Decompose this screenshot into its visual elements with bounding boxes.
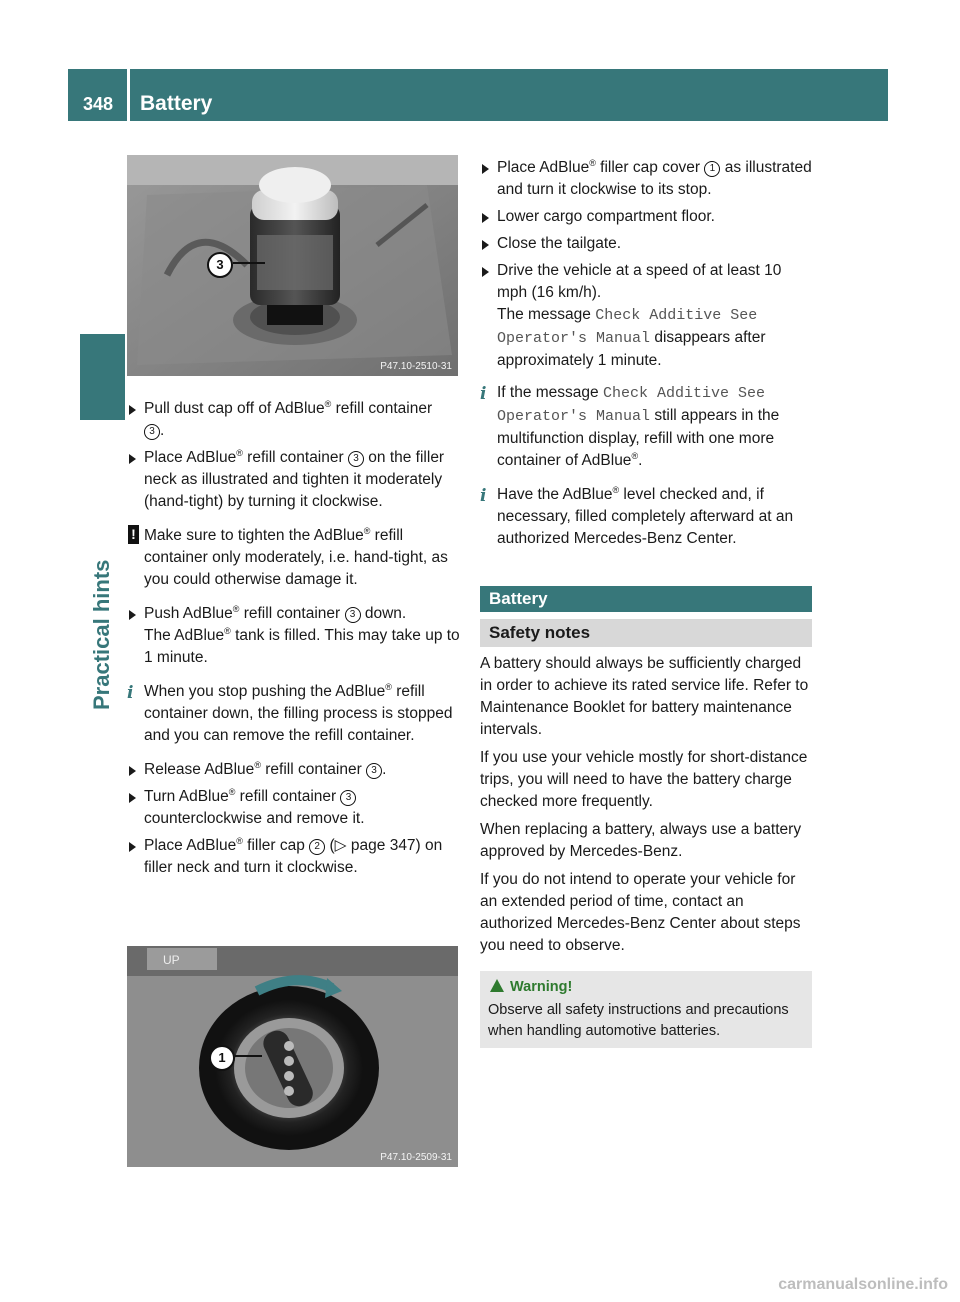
step-turn-container: Turn AdBlue® refill container 3 counterclockwise and remove it. (127, 786, 460, 830)
step-arrow-icon (482, 213, 489, 223)
info-icon: i (127, 683, 134, 703)
step-place-container: Place AdBlue® refill container 3 on the filler neck as illustrated and tighten it moderately (hand-tight) by turning it clockwise. (127, 447, 460, 513)
header-divider (127, 69, 130, 121)
right-column (480, 157, 812, 1048)
page-ref-link[interactable]: page 347) on filler neck and turn it clockwise. (144, 837, 443, 876)
photo-illustration (127, 155, 458, 376)
left-column (127, 398, 460, 884)
paragraph: When replacing a battery, always use a battery approved by Mercedes-Benz. (480, 821, 802, 860)
warning-title: Warning! (488, 977, 804, 998)
info-icon: i (480, 486, 487, 506)
step-arrow-icon (129, 610, 136, 620)
watermark: carmanualsonline.info (778, 1276, 948, 1293)
warning-triangle-icon (490, 979, 504, 992)
callout-ref: 3 (144, 424, 160, 440)
step-arrow-icon (482, 267, 489, 277)
step-lower-floor: Lower cargo compartment floor. (480, 206, 812, 228)
step-arrow-icon (129, 842, 136, 852)
step-arrow-icon (129, 454, 136, 464)
warning-box (480, 971, 812, 1048)
info-icon: i (480, 384, 487, 404)
photo-adblue-refill-container (127, 155, 458, 376)
step-push-container: Push AdBlue® refill container 3 down. The AdBlue® tank is filled. This may take up to 1 minute. (127, 603, 460, 669)
step-release-container: Release AdBlue® refill container 3 . (127, 759, 460, 781)
subsection-heading-safety-notes: Safety notes (480, 619, 812, 647)
step-place-filler-cap: Place AdBlue® filler cap 2 (▷ page 347) on filler neck and turn it clockwise. (127, 835, 460, 879)
photo-illustration (127, 946, 458, 1167)
info-note: i When you stop pushing the AdBlue® refill container down, the filling process is stopped and you can remove the refill container. (127, 681, 453, 744)
step-place-cap-cover: Place AdBlue® filler cap cover 1 as illustrated and turn it clockwise to its stop. (480, 157, 812, 201)
paragraph: If you do not intend to operate your vehicle for an extended period of time, contact an authorized Mercedes-Benz Center about steps you need to observe. (480, 871, 801, 954)
callout-3: 3 (207, 252, 233, 278)
sidebar-section-label: Practical hints (89, 559, 114, 710)
step-arrow-icon (482, 240, 489, 250)
figure-code: P47.10-2510-31 (380, 361, 452, 372)
caution-icon: ! (128, 525, 139, 544)
warning-text: Observe all safety instructions and precautions when handling automotive batteries. (488, 1002, 789, 1039)
step-arrow-icon (129, 793, 136, 803)
display-message: Check Additive See Operator's Manual (497, 385, 766, 425)
paragraph: A battery should always be sufficiently charged in order to achieve its rated service life. Refer to Maintenance Booklet for battery maintenance intervals. (480, 655, 809, 738)
step-drive-vehicle: Drive the vehicle at a speed of at least 10 mph (16 km/h). The message Check Additive See Operator's Manual disappears after approximately 1 minute. (480, 260, 812, 372)
step-arrow-icon (482, 164, 489, 174)
step-arrow-icon (129, 405, 136, 415)
step-close-tailgate: Close the tailgate. (480, 233, 812, 255)
page-ref-icon: ▷ (334, 837, 347, 854)
caution-note: ! Make sure to tighten the AdBlue® refill container only moderately, i.e. hand-tight, as you could otherwise damage it. (127, 525, 460, 591)
sidebar-tab-marker (80, 334, 125, 420)
step-arrow-icon (129, 766, 136, 776)
paragraph: If you use your vehicle mostly for short-distance trips, you will need to have the battery charge checked more frequently. (480, 749, 808, 810)
photo-adblue-filler-cap (127, 946, 458, 1167)
step-pull-dust-cap: Pull dust cap off of AdBlue® refill container 3 . (127, 398, 460, 442)
section-heading-battery: Battery (480, 586, 812, 612)
figure-code: P47.10-2509-31 (380, 1152, 452, 1163)
display-message: Check Additive See Operator's Manual (497, 307, 758, 347)
info-note: i If the message Check Additive See Operator's Manual still appears in the multifunction display, refill with one more container of AdBlue®. (480, 384, 780, 469)
callout-1: 1 (209, 1045, 235, 1071)
page-title: Battery (140, 92, 213, 115)
page-number: 348 (83, 94, 114, 114)
info-note: i Have the AdBlue® level checked and, if necessary, filled completely afterward at an authorized Mercedes-Benz Center. (480, 484, 794, 547)
figure-up-label: UP (163, 953, 180, 967)
